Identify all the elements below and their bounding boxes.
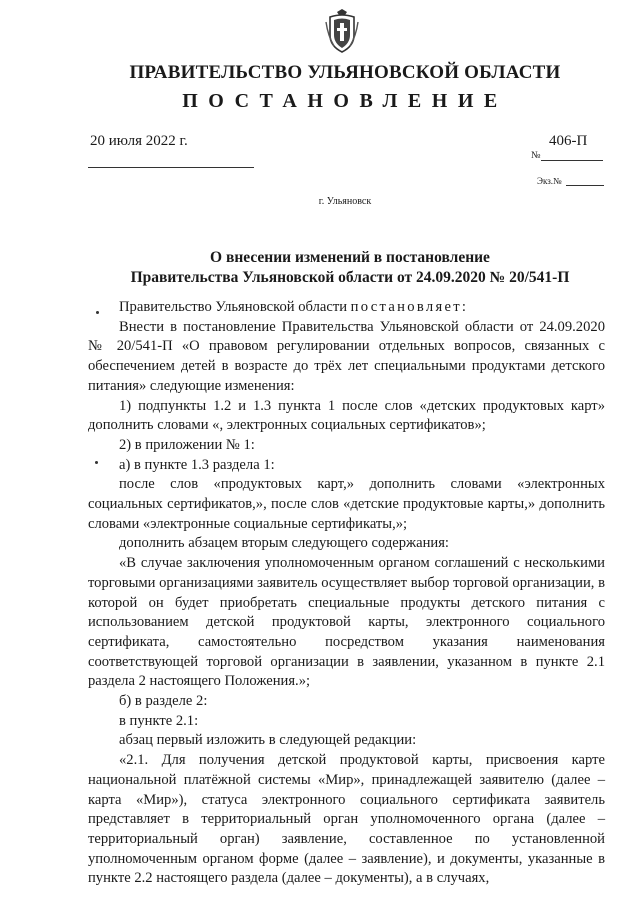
- document-date: 20 июля 2022 г.: [90, 133, 188, 149]
- paragraph: после слов «продуктовых карт,» дополнить словами «электронных социальных сертификатов,», после слов «детские продуктовые карты,» дополнить словами «электронные социальные сертификаты,»;: [88, 476, 605, 532]
- paragraph: в пункте 2.1:: [119, 712, 199, 729]
- copy-number-underline: [566, 185, 604, 186]
- number-sign: №: [531, 150, 541, 161]
- paragraph: 1) подпункты 1.2 и 1.3 пункта 1 после слов «детских продуктовых карт» дополнить словами «, электронных социальных сертификатов»;: [88, 397, 605, 434]
- document-kind: ПОСТАНОВЛЕНИЕ: [182, 90, 508, 112]
- government-name: ПРАВИТЕЛЬСТВО УЛЬЯНОВСКОЙ ОБЛАСТИ: [129, 62, 561, 83]
- intro-subject: Правительство Ульяновской области: [119, 299, 348, 315]
- document-number: 406-П: [549, 133, 588, 149]
- title-line-1: О внесении изменений в постановление: [210, 249, 490, 266]
- paragraph: дополнить абзацем вторым следующего содержания:: [119, 535, 449, 552]
- coat-of-arms-emblem: [325, 8, 359, 54]
- paragraph: б) в разделе 2:: [119, 693, 208, 710]
- document-body: [88, 298, 605, 889]
- date-underline: [88, 167, 254, 168]
- document-title: [90, 248, 610, 288]
- paragraph-intro: [88, 298, 605, 318]
- copy-number-label: Экз.№: [537, 176, 562, 186]
- paragraph: Внести в постановление Правительства Ульяновской области от 24.09.2020 № 20/541-П «О правовом регулировании отдельных вопросов, связанных с обеспечением детей в возрасте до трёх лет специальными продуктами детского питания» следующие изменения:: [88, 318, 605, 394]
- city-label: г. Ульяновск: [318, 196, 372, 207]
- paragraph: «2.1. Для получения детской продуктовой карты, присвоения карте национальной платёжной системы «Мир», принадлежащей заявителю (далее – карта «Мир»), статуса электронного социального сертификата заявитель представляет в территориальный орган уполномоченного органа (далее – территориальный орган) заявление, составленное по установленной уполномоченным органом форме (далее – заявление), и документы, указанные в пункте 2.2 настоящего раздела (далее – документы), а в случаях,: [88, 752, 605, 887]
- intro-verb: постановляет:: [350, 299, 469, 315]
- title-line-2: Правительства Ульяновской области от 24.09.2020 № 20/541-П: [130, 269, 570, 286]
- paragraph: «В случае заключения уполномоченным органом соглашений с несколькими торговыми организациями заявитель осуществляет выбор торговой организации, в которой он будет приобретать специальные продукты детского питания с использованием детской продуктовой карты, электронного социального сертификата, самостоятельно посредством указания наименования соответствующей торговой организации в заявлении, указанном в пункте 2.1 раздела 2 настоящего Положения.»;: [88, 555, 605, 690]
- paragraph: абзац первый изложить в следующей редакции:: [119, 732, 417, 749]
- paragraph: а) в пункте 1.3 раздела 1:: [119, 456, 275, 473]
- paragraph: 2) в приложении № 1:: [119, 436, 255, 453]
- number-underline: [541, 160, 603, 161]
